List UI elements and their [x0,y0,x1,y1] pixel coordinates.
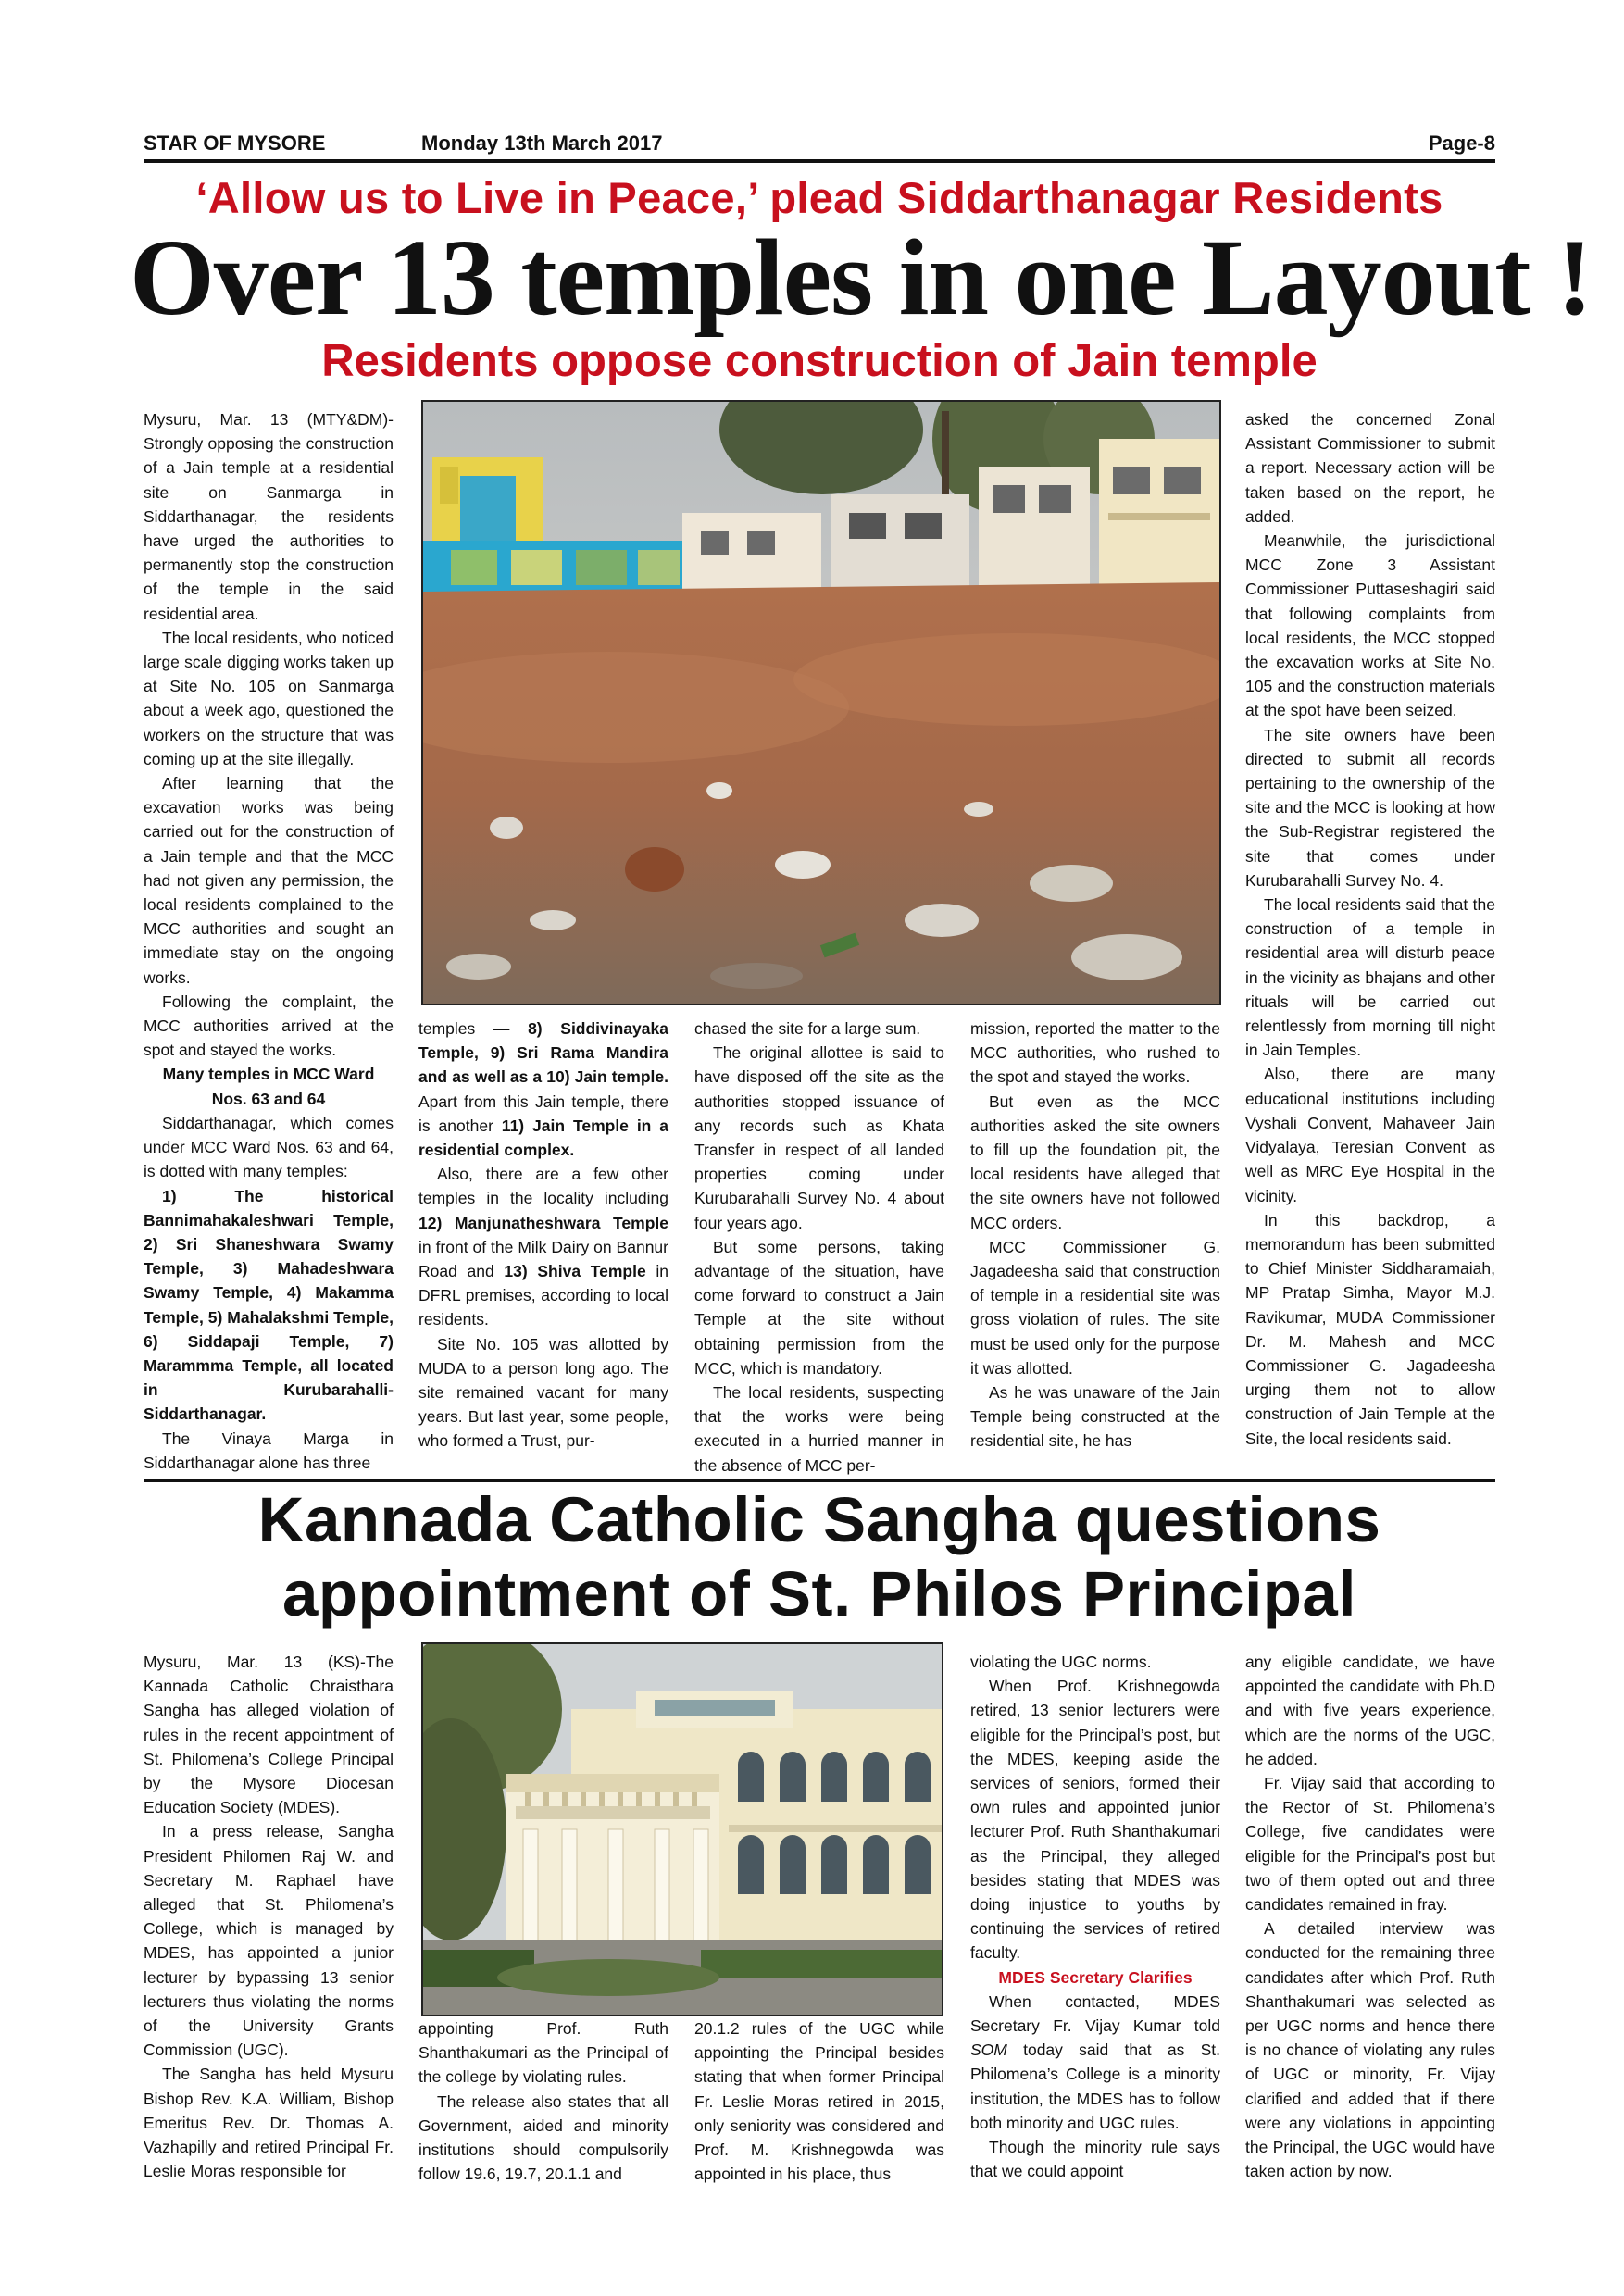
story1-column-3 [694,1017,944,1478]
story-divider [144,1479,1495,1482]
paragraph: asked the concerned Zonal Assistant Commissioner to submit a report. Necessary action will be taken based on the report, he added. [1245,410,1495,526]
paragraph: The release also states that all Government, aided and minority institutions should compulsorily follow 19.6, 19.7, 20.1.1 and [418,2091,668,2184]
issue-date: Monday 13th March 2017 [421,131,663,155]
story1-column-5 [1245,407,1495,1451]
text-run: When contacted, MDES Secretary Fr. Vijay Kumar told [970,1991,1220,2036]
text-run: Apart from this Jain temple, there is another [418,1092,668,1135]
paragraph: But even as the MCC authorities asked the site owners to fill up the foundation pit, the local residents have alleged that the site owners have not followed MCC orders. [970,1092,1220,1232]
text-run-bold: 13) Shiva Temple [504,1262,646,1281]
story1-column-2 [418,1017,668,1454]
story2-column-1 [144,1650,394,2183]
story2-headline [144,1483,1495,1631]
story2-column-4 [970,1650,1220,2183]
text-run-bold: 11) Jain Temple in a residential complex. [418,1116,668,1160]
paragraph: When Prof. Krishnegowda retired, 13 senior lecturers were eligible for the Principal’s post, but the MDES, keeping aside the services of seniors, formed their own rules and appointed junior lecturer Prof. Ruth Shanthakumari as the Principal, they alleged besides stating that MDES was doing injustice to youths by continuing the services of retired faculty. [970,1677,1220,1963]
paragraph: 20.1.2 rules of the UGC while appointing the Principal besides stating that when former Principal Fr. Leslie Moras retired in 2015, only seniority was considered and Prof. M. Krishnegowda was appointed in his place, thus [694,2019,944,2184]
story1-subhead: Residents oppose construction of Jain temple [321,336,1318,386]
paragraph: The local residents said that the construction of a temple in residential area will disturb peace in the vicinity as bhajans and other rituals will be carried out relentlessly from morning till night in Jain Temples. [1245,895,1495,1060]
text-run: today said that as St. Philomena’s College is a minority institution, the MDES has to follow both minority and UGC rules. [970,2040,1220,2132]
paper-name: STAR OF MYSORE [144,131,326,155]
text-run: Also, there are a few other temples in the locality including [418,1165,668,1208]
paragraph: The local residents, suspecting that the works were being executed in a hurried manner in the absence of MCC per- [694,1383,944,1475]
paragraph: MCC Commissioner G. Jagadeesha said that construction of temple in a residential site was gross violation of rules. The site must be used only for the purpose it was allotted. [970,1237,1220,1378]
story1-column-4 [970,1017,1220,1454]
paragraph: The original allottee is said to have disposed off the site as the authorities stopped issuance of any records such as Khata Transfer in respect of all landed properties coming under Kurubarahalli Survey No. 4 about four years ago. [694,1043,944,1232]
paragraph: mission, reported the matter to the MCC authorities, who rushed to the spot and stayed the works. [970,1019,1220,1087]
temple-list: 1) The historical Bannimahakaleshwari Temple, 2) Sri Shaneshwara Swamy Temple, 3) Mahadeshwara Swamy Temple, 4) Makamma Temple, 5) Mahalakshmi Temple, 6) Siddapaji Temple, 7) Marammma Temple, all located in Kurubarahalli-Siddarthanagar. [144,1186,394,1424]
paragraph: Also, there are many educational institutions including Vyshali Convent, Mahaveer Jain Vidyalaya, Teresian Convent as well as MRC Eye Hospital in the vicinity. [1245,1065,1495,1205]
paragraph: Meanwhile, the jurisdictional MCC Zone 3 Assistant Commissioner Puttaseshagiri said that following complaints from local residents, the MCC stopped the excavation works at Site No. 105 and the construction materials at the spot have been seized. [1245,531,1495,720]
paragraph: The local residents, who noticed large scale digging works taken up at Site No. 105 on Sanmarga about a week ago, questioned the workers on the structure that was coming up at the site illegally. [144,628,394,768]
paragraph: A detailed interview was conducted for the remaining three candidates after which Prof. Ruth Shanthakumari was selected as per UGC norms and hence there is no chance of violating any rules of UGC or minority, Fr. Vijay clarified and added that if there were any violations in appointing the Principal, the UGC would have taken action by now. [1245,1919,1495,2181]
paragraph: chased the site for a large sum. [694,1019,921,1038]
paragraph: In a press release, Sangha President Philomen Raj W. and Secretary M. Raphael have alleged that St. Philomena’s College, which is managed by MDES, has appointed a junior lecturer by bypassing 13 senior lecturers thus violating the norms of the University Grants Commission (UGC). [144,1822,394,2060]
paragraph: In this backdrop, a memorandum has been submitted to Chief Minister Siddharamaiah, MP Pratap Simha, Mayor M.J. Ravikumar, MUDA Commissioner Dr. M. Mahesh and MCC Commissioner G. Jagadeesha urging them not to allow construction of Jain Temple at the Site, the local residents said. [1245,1210,1495,1448]
paragraph: violating the UGC norms. [970,1653,1152,1671]
story1-photo [421,400,1221,1005]
paragraph: Fr. Vijay said that according to the Rector of St. Philomena’s College, five candidates were eligible for the Principal’s post but two of them opted out and three candidates remained in fray. [1245,1774,1495,1915]
paragraph: The Sangha has held Mysuru Bishop Rev. K.A. William, Bishop Emeritus Rev. Dr. Thomas A. Vazhapilly and retired Principal Fr. Leslie Moras responsible for [144,2065,394,2181]
text-run: in front of the Milk Dairy on Bannur Road and [418,1237,668,1281]
text-run-bold: 12) Manjunatheshwara Temple [418,1213,668,1232]
paragraph: any eligible candidate, we have appointed the candidate with Ph.D and with five years experience, which are the norms of the UGC, he added. [1245,1653,1495,1768]
text-run-italic: SOM [970,2040,1007,2060]
headline-line: Kannada Catholic Sangha questions [257,1484,1381,1555]
text-run-bold: 8) Siddivinayaka Temple, 9) Sri Rama Mandira and as well as a 10) Jain temple. [418,1019,668,1087]
subheading: MDES Secretary Clarifies [998,1967,1193,1987]
paragraph: appointing Prof. Ruth Shanthakumari as the Principal of the college by violating rules. [418,2019,668,2087]
subheading: Many temples in MCC Ward Nos. 63 and 64 [162,1065,375,1108]
paragraph: Though the minority rule says that we could appoint [970,2138,1220,2181]
text-run: in DFRL premises, according to local residents. [418,1262,668,1329]
paragraph: Site No. 105 was allotted by MUDA to a person long ago. The site remained vacant for many years. But last year, some people, who formed a Trust, pur- [418,1334,668,1451]
paragraph: Mysuru, Mar. 13 (MTY&DM)- Strongly opposing the construction of a Jain temple at a residential site on Sanmarga in Siddarthanagar, the residents have urged the authorities to permanently stop the construction of the temple in the said residential area. [144,410,394,623]
paragraph: The Vinaya Marga in Siddarthanagar alone has three [144,1429,394,1472]
story2-photo [421,1642,943,2016]
story2-column-5 [1245,1650,1495,2183]
paragraph: After learning that the excavation works was being carried out for the construction of a Jain temple and that the MCC had not given any permission, the local residents complained to the MCC authorities and sought an immediate stay on the ongoing works. [144,774,394,987]
excavated-site-image [423,402,1219,1004]
story2-column-2 [418,2016,668,2186]
story1-kicker: ‘Allow us to Live in Peace,’ plead Siddarthanagar Residents [195,173,1443,222]
paragraph: The site owners have been directed to submit all records pertaining to the ownership of the site and the MCC is looking at how the Sub-Registrar registered the site that comes under Kurubarahalli Survey No. 4. [1245,725,1495,890]
paragraph: Mysuru, Mar. 13 (KS)-The Kannada Catholic Chraisthara Sangha has alleged violation of rules in the recent appointment of St. Philomena’s College Principal by the Mysore Diocesan Education Society (MDES). [144,1653,394,1817]
paragraph: But some persons, taking advantage of the situation, have come forward to construct a Jain Temple at the site without obtaining permission from the MCC, which is mandatory. [694,1237,944,1378]
paragraph: As he was unaware of the Jain Temple being constructed at the residential site, he has [970,1383,1220,1451]
masthead [144,131,1495,159]
text-run: temples — [418,1019,529,1038]
college-building-image [423,1644,942,2015]
headline-line: appointment of St. Philos Principal [282,1558,1356,1629]
page-number: Page-8 [1428,131,1495,155]
story2-column-3 [694,2016,944,2186]
story1-column-1 [144,407,394,1475]
masthead-rule [144,159,1495,163]
paragraph: Siddarthanagar, which comes under MCC Ward Nos. 63 and 64, is dotted with many temples: [144,1113,394,1181]
story1-headline: Over 13 temples in one Layout ! [130,217,1593,338]
paragraph: Following the complaint, the MCC authorities arrived at the spot and stayed the works. [144,992,394,1060]
